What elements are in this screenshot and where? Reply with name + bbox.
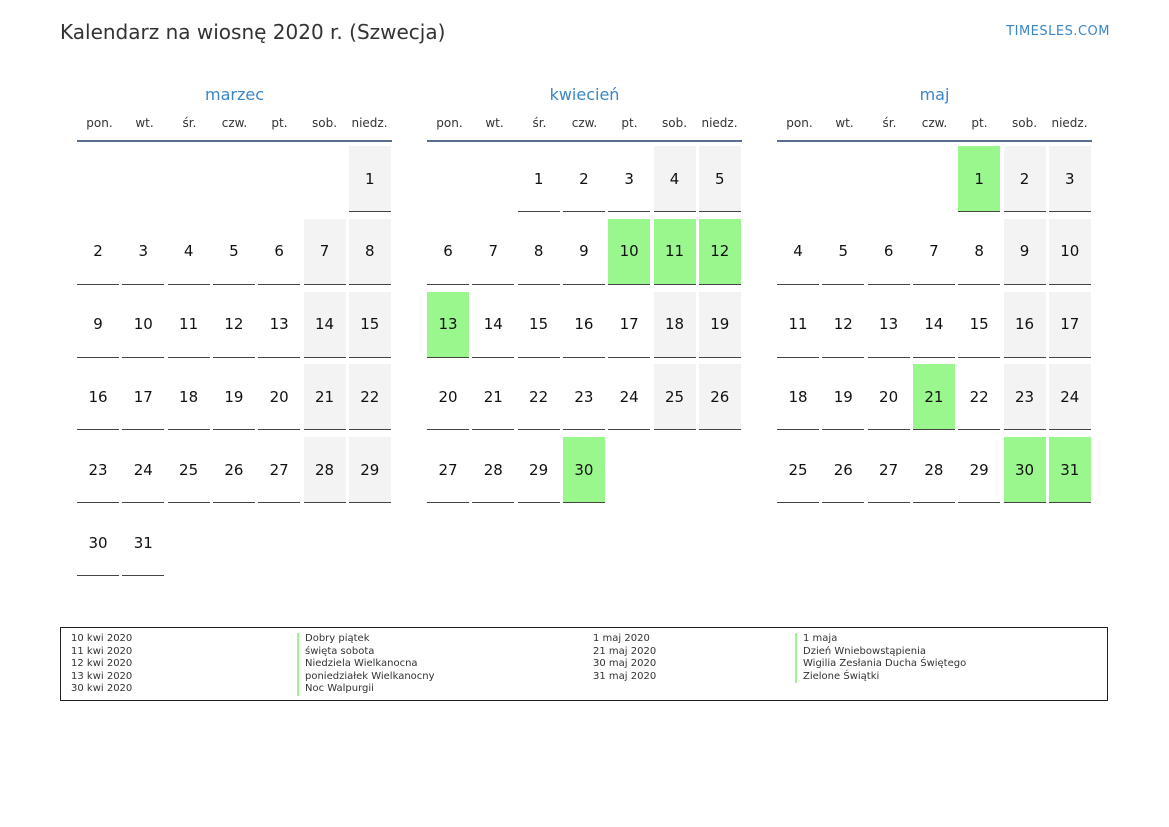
day-cell[interactable]: 1 <box>518 146 560 212</box>
weekday-label: pt. <box>271 116 288 130</box>
day-cell[interactable]: 8 <box>518 219 560 285</box>
day-cell[interactable]: 18 <box>654 292 696 358</box>
day-cell[interactable]: 24 <box>608 364 650 430</box>
day-cell[interactable]: 1 <box>349 146 391 212</box>
day-cell[interactable]: 29 <box>349 437 391 503</box>
day-cell[interactable]: 15 <box>958 292 1000 358</box>
legend-names-left <box>297 633 435 696</box>
day-cell[interactable]: 9 <box>77 292 119 358</box>
brand-link[interactable]: TIMESLES.COM <box>1006 24 1110 39</box>
weekday-label: niedz. <box>351 116 388 130</box>
day-cell[interactable]: 26 <box>699 364 741 430</box>
day-cell[interactable]: 21 <box>304 364 346 430</box>
day-cell[interactable]: 16 <box>1004 292 1046 358</box>
weekday-label: wt. <box>135 116 154 130</box>
legend-date: 11 kwi 2020 <box>71 645 133 657</box>
weekday-label: pon. <box>436 116 463 130</box>
legend-date: 1 maj 2020 <box>593 633 650 644</box>
legend-date: 21 maj 2020 <box>593 645 657 657</box>
day-cell[interactable]: 10 <box>122 292 164 358</box>
month-0 <box>77 84 392 552</box>
month-2 <box>777 84 1092 479</box>
day-cell[interactable]: 5 <box>213 219 255 285</box>
day-cell[interactable]: 3 <box>122 219 164 285</box>
day-cell[interactable]: 22 <box>349 364 391 430</box>
day-cell[interactable]: 26 <box>822 437 864 503</box>
day-cell[interactable]: 31 <box>1049 437 1091 503</box>
day-cell[interactable]: 17 <box>122 364 164 430</box>
day-cell[interactable]: 15 <box>349 292 391 358</box>
weekday-label: czw. <box>921 116 948 130</box>
legend-dates-left <box>71 633 132 696</box>
day-cell[interactable]: 15 <box>518 292 560 358</box>
weekday-label: sob. <box>661 116 688 130</box>
day-cell[interactable]: 19 <box>822 364 864 430</box>
day-cell[interactable]: 4 <box>168 219 210 285</box>
weekday-header <box>77 106 392 142</box>
day-cell[interactable]: 16 <box>77 364 119 430</box>
day-cell[interactable]: 4 <box>654 146 696 212</box>
legend-holiday-name: Zielone Świątki <box>795 671 966 684</box>
day-cell[interactable]: 24 <box>1049 364 1091 430</box>
day-cell[interactable]: 24 <box>122 437 164 503</box>
weekday-label: wt. <box>835 116 854 130</box>
day-cell[interactable]: 22 <box>958 364 1000 430</box>
day-cell[interactable]: 11 <box>654 219 696 285</box>
day-cell[interactable]: 19 <box>213 364 255 430</box>
day-cell[interactable]: 18 <box>168 364 210 430</box>
day-cell[interactable]: 3 <box>608 146 650 212</box>
day-cell[interactable]: 30 <box>1004 437 1046 503</box>
weekday-label: pt. <box>971 116 988 130</box>
day-cell[interactable]: 23 <box>1004 364 1046 430</box>
day-cell[interactable]: 31 <box>122 510 164 576</box>
day-cell[interactable]: 14 <box>472 292 514 358</box>
day-cell[interactable]: 13 <box>258 292 300 358</box>
legend-date: 10 kwi 2020 <box>71 633 133 644</box>
day-cell[interactable]: 30 <box>563 437 605 503</box>
holiday-legend <box>60 627 1108 701</box>
weekday-header <box>777 106 1092 142</box>
month-name: maj <box>919 85 950 104</box>
day-cell[interactable]: 21 <box>472 364 514 430</box>
page-title: Kalendarz na wiosnę 2020 r. (Szwecja) <box>60 20 446 44</box>
day-cell[interactable]: 13 <box>868 292 910 358</box>
day-cell[interactable]: 2 <box>77 219 119 285</box>
legend-holiday-name: święta sobota <box>297 646 435 659</box>
day-cell[interactable]: 12 <box>699 219 741 285</box>
legend-holiday-name: Niedziela Wielkanocna <box>297 658 435 671</box>
month-name: kwiecień <box>549 85 620 104</box>
legend-date: 30 maj 2020 <box>593 658 657 670</box>
day-cell[interactable]: 20 <box>258 364 300 430</box>
day-cell[interactable]: 1 <box>958 146 1000 212</box>
weekday-label: pon. <box>786 116 813 130</box>
day-cell[interactable]: 28 <box>472 437 514 503</box>
weekday-label: niedz. <box>701 116 738 130</box>
legend-holiday-name: Dobry piątek <box>297 633 435 646</box>
day-cell[interactable]: 25 <box>777 437 819 503</box>
day-cell[interactable]: 6 <box>427 219 469 285</box>
day-cell[interactable]: 3 <box>1049 146 1091 212</box>
day-cell[interactable]: 2 <box>1004 146 1046 212</box>
day-cell[interactable]: 27 <box>427 437 469 503</box>
weekday-label: niedz. <box>1051 116 1088 130</box>
legend-holiday-name: Wigilia Zesłania Ducha Świętego <box>795 658 966 671</box>
day-cell[interactable]: 10 <box>1049 219 1091 285</box>
day-cell[interactable]: 18 <box>777 364 819 430</box>
day-cell[interactable]: 28 <box>913 437 955 503</box>
legend-holiday-name: 1 maja <box>795 633 966 646</box>
day-cell[interactable]: 12 <box>822 292 864 358</box>
legend-date: 13 kwi 2020 <box>71 670 133 682</box>
legend-holiday-name: Noc Walpurgii <box>297 683 435 696</box>
weekday-label: śr. <box>182 116 197 130</box>
day-cell[interactable]: 14 <box>913 292 955 358</box>
legend-holiday-name: Dzień Wniebowstąpienia <box>795 646 966 659</box>
day-cell[interactable]: 20 <box>427 364 469 430</box>
weekday-header <box>427 106 742 142</box>
day-cell[interactable]: 27 <box>868 437 910 503</box>
day-cell[interactable]: 8 <box>349 219 391 285</box>
day-cell[interactable]: 30 <box>77 510 119 576</box>
day-cell[interactable]: 5 <box>822 219 864 285</box>
weekday-label: śr. <box>882 116 897 130</box>
day-cell[interactable]: 23 <box>563 364 605 430</box>
weekday-label: sob. <box>1011 116 1038 130</box>
day-cell[interactable]: 2 <box>563 146 605 212</box>
weekday-label: pt. <box>621 116 638 130</box>
day-cell[interactable]: 9 <box>563 219 605 285</box>
day-cell[interactable]: 17 <box>1049 292 1091 358</box>
day-cell[interactable]: 12 <box>213 292 255 358</box>
day-cell[interactable]: 16 <box>563 292 605 358</box>
day-cell[interactable]: 6 <box>258 219 300 285</box>
day-cell[interactable]: 27 <box>258 437 300 503</box>
day-cell[interactable]: 20 <box>868 364 910 430</box>
day-cell[interactable]: 9 <box>1004 219 1046 285</box>
day-cell[interactable]: 17 <box>608 292 650 358</box>
day-cell[interactable]: 5 <box>699 146 741 212</box>
weekday-label: czw. <box>221 116 248 130</box>
legend-date: 30 kwi 2020 <box>71 683 133 695</box>
day-cell[interactable]: 11 <box>777 292 819 358</box>
month-1 <box>427 84 742 479</box>
day-cell[interactable]: 8 <box>958 219 1000 285</box>
day-cell[interactable]: 23 <box>77 437 119 503</box>
legend-holiday-name: poniedziałek Wielkanocny <box>297 671 435 684</box>
weekday-label: śr. <box>532 116 547 130</box>
day-cell[interactable]: 10 <box>608 219 650 285</box>
day-cell[interactable]: 29 <box>958 437 1000 503</box>
day-cell[interactable]: 25 <box>168 437 210 503</box>
day-cell[interactable]: 26 <box>213 437 255 503</box>
weekday-label: sob. <box>311 116 338 130</box>
weekday-label: wt. <box>485 116 504 130</box>
day-cell[interactable]: 13 <box>427 292 469 358</box>
weekday-label: pon. <box>86 116 113 130</box>
day-cell[interactable]: 22 <box>518 364 560 430</box>
day-cell[interactable]: 25 <box>654 364 696 430</box>
legend-names-right <box>795 633 966 683</box>
legend-dates-right <box>593 633 656 683</box>
legend-date: 31 maj 2020 <box>593 670 657 682</box>
day-cell[interactable]: 7 <box>304 219 346 285</box>
day-cell[interactable]: 7 <box>472 219 514 285</box>
day-cell[interactable]: 29 <box>518 437 560 503</box>
month-name: marzec <box>204 85 264 104</box>
day-cell[interactable]: 28 <box>304 437 346 503</box>
day-cell[interactable]: 6 <box>868 219 910 285</box>
weekday-label: czw. <box>571 116 598 130</box>
day-cell[interactable]: 7 <box>913 219 955 285</box>
day-cell[interactable]: 21 <box>913 364 955 430</box>
day-cell[interactable]: 11 <box>168 292 210 358</box>
day-cell[interactable]: 4 <box>777 219 819 285</box>
legend-date: 12 kwi 2020 <box>71 658 133 670</box>
day-cell[interactable]: 19 <box>699 292 741 358</box>
day-cell[interactable]: 14 <box>304 292 346 358</box>
